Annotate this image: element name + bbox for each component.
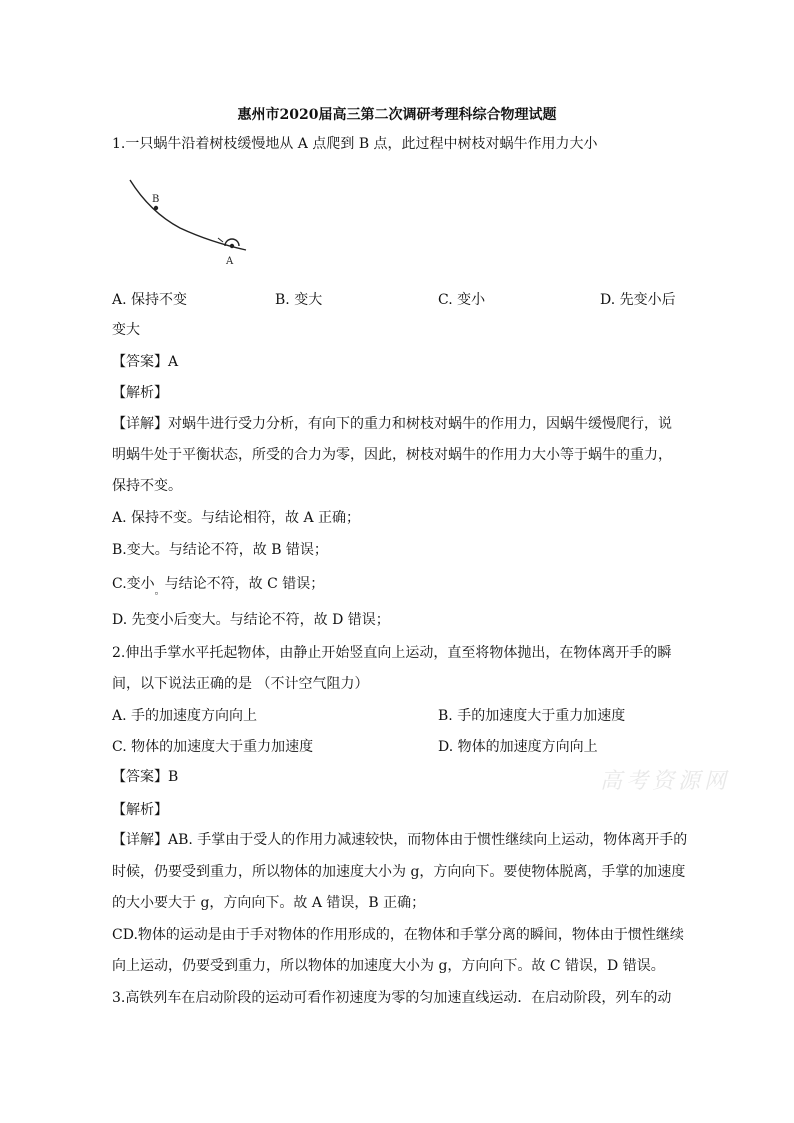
q1-option-b: B. 变大 [275,292,323,308]
q2-detail-line: 【详解】AB. 手掌由于受人的作用力减速较快，而物体由于惯性继续向上运动，物体离开手的 [112,832,688,848]
question-2-stem: 间，以下说法正确的是 （不计空气阻力） [112,676,369,692]
q1-detail-line: 明蜗牛处于平衡状态，所受的合力为零，因此，树枝对蜗牛的作用力大小等于蜗牛的重力， [112,447,672,463]
question-3-stem: 3.高铁列车在启动阶段的运动可看作初速度为零的匀加速直线运动．在启动阶段，列车的动 [112,990,672,1006]
q2-detail-line: CD.物体的运动是由于手对物体的作用形成的，在物体和手掌分离的瞬间，物体由于惯性继续 [112,927,684,943]
question-1-stem: 1.一只蜗牛沿着树枝缓慢地从 A 点爬到 B 点，此过程中树枝对蜗牛作用力大小 [112,136,598,152]
question-2-stem: 2.伸出手掌水平托起物体，由静止开始竖直向上运动，直至将物体抛出，在物体离开手的瞬 [112,645,672,661]
branch-snail-figure [120,172,260,272]
q1-conclusion-c-label: C.变小 [112,576,155,592]
q2-detail-line: 向上运动，仍要受到重力，所以物体的加速度大小为 g，方向向下。故 C 错误，D 错误。 [112,958,665,974]
watermark: 高考资源网 [600,769,731,794]
q1-conclusion-c-text: 与结论不符，故 C 错误； [164,576,325,592]
q2-option-c: C. 物体的加速度大于重力加速度 [112,739,314,755]
q2-detail-line: 时候，仍要受到重力，所以物体的加速度大小为 g，方向向下。要使物体脱离，手掌的加速度 [112,864,686,880]
q2-answer: 【答案】B [112,769,179,785]
q1-answer: 【答案】A [112,354,179,370]
point-a-label: A [226,256,234,267]
q2-option-b: B. 手的加速度大于重力加速度 [438,708,626,724]
q1-option-a: A. 保持不变 [112,292,188,308]
q2-option-d: D. 物体的加速度方向向上 [438,739,598,755]
point-b-label: B [152,194,160,205]
q1-conclusion-b: B.变大。与结论不符，故 B 错误； [112,542,328,558]
q1-conclusion-c [112,574,324,596]
q2-option-a: A. 手的加速度方向向上 [112,708,258,724]
q1-option-c: C. 变小 [438,292,486,308]
q2-analysis-heading: 【解析】 [112,802,168,818]
q2-detail-line: 的大小要大于 g，方向向下。故 A 错误，B 正确； [112,895,426,911]
q1-conclusion-c-dot: 。 [154,586,165,597]
q1-option-d: D. 先变小后 [600,292,676,308]
q1-option-d-continued: 变大 [112,322,140,338]
page-title: 惠州市2020届高三第二次调研考理科综合物理试题 [237,107,557,123]
q1-conclusion-d: D. 先变小后变大。与结论不符，故 D 错误； [112,612,390,628]
q1-conclusion-a: A. 保持不变。与结论相符，故 A 正确； [112,510,361,526]
q1-detail-line: 保持不变。 [112,478,182,494]
q1-analysis-heading: 【解析】 [112,385,168,401]
q1-detail-line: 【详解】对蜗牛进行受力分析，有向下的重力和树枝对蜗牛的作用力，因蜗牛缓慢爬行，说 [112,416,672,432]
